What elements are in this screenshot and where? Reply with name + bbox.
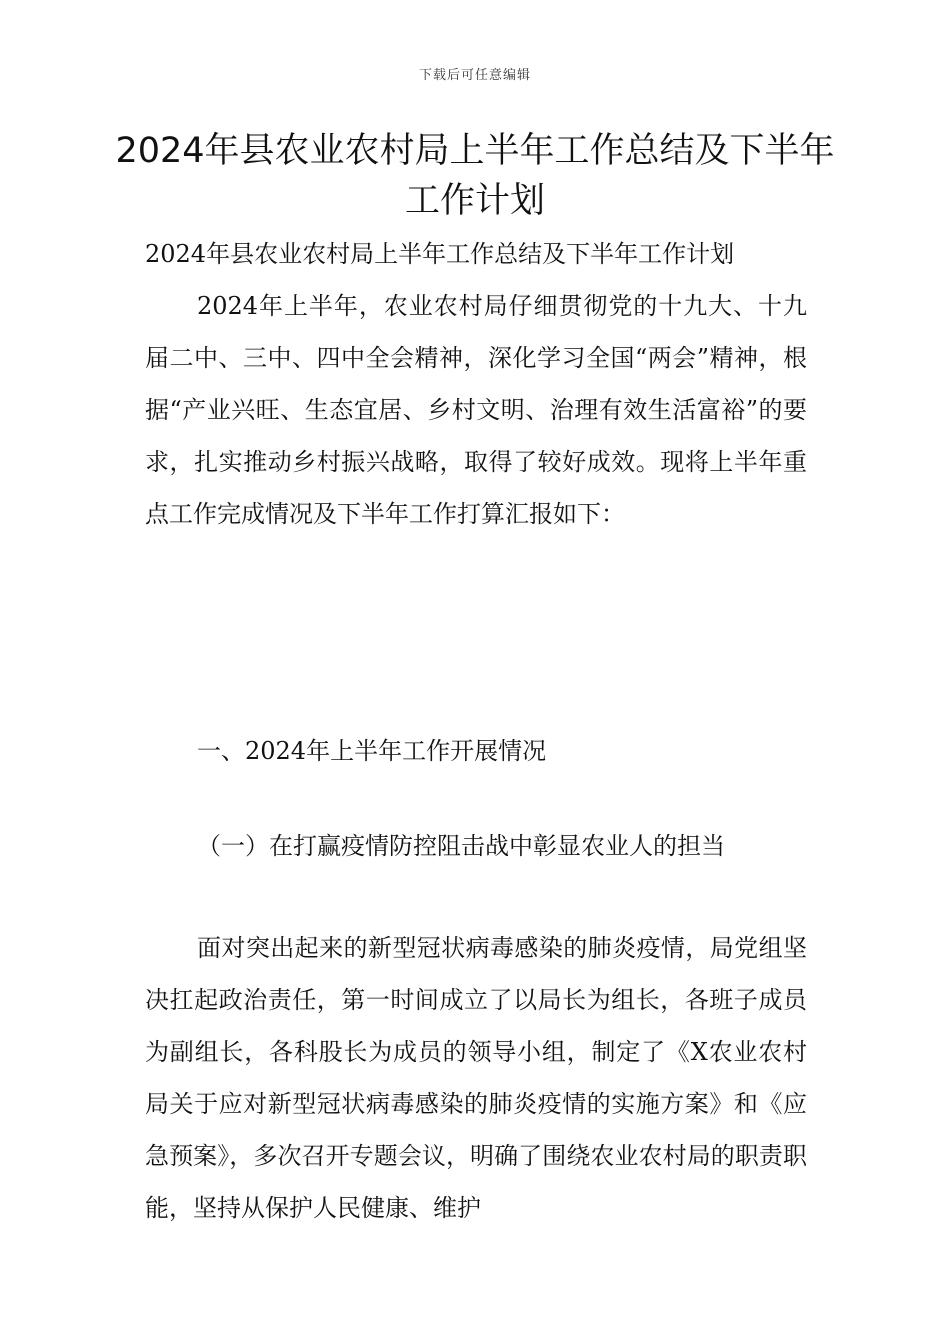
document-subtitle: 2024年县农业农村局上半年工作总结及下半年工作计划: [145, 240, 735, 268]
subsection-heading: （一）在打赢疫情防控阻击战中彰显农业人的担当: [197, 832, 725, 860]
section-heading: 一、2024年上半年工作开展情况: [197, 737, 547, 765]
intro-paragraph: 2024年上半年，农业农村局仔细贯彻党的十九大、十九届二中、三中、四中全会精神，深化学习全国“两会”精神，根据“产业兴旺、生态宜居、乡村文明、治理有效生活富裕”的要求，扎实推动乡村振兴战略，取得了较好成效。现将上半年重点工作完成情况及下半年工作打算汇报如下：: [145, 292, 807, 528]
document-title: 2024年县农业农村局上半年工作总结及下半年工作计划: [115, 131, 835, 221]
body-paragraph: 面对突出起来的新型冠状病毒感染的肺炎疫情，局党组坚决扛起政治责任，第一时间成立了以局长为组长，各班子成员为副组长，各科股长为成员的领导小组，制定了《X农业农村局关于应对新型冠状病毒感染的肺炎疫情的实施方案》和《应急预案》，多次召开专题会议，明确了围绕农业农村局的职责职能，坚持从保护人民健康、维护: [145, 934, 807, 1222]
header-note: 下载后可任意编辑: [418, 68, 531, 83]
